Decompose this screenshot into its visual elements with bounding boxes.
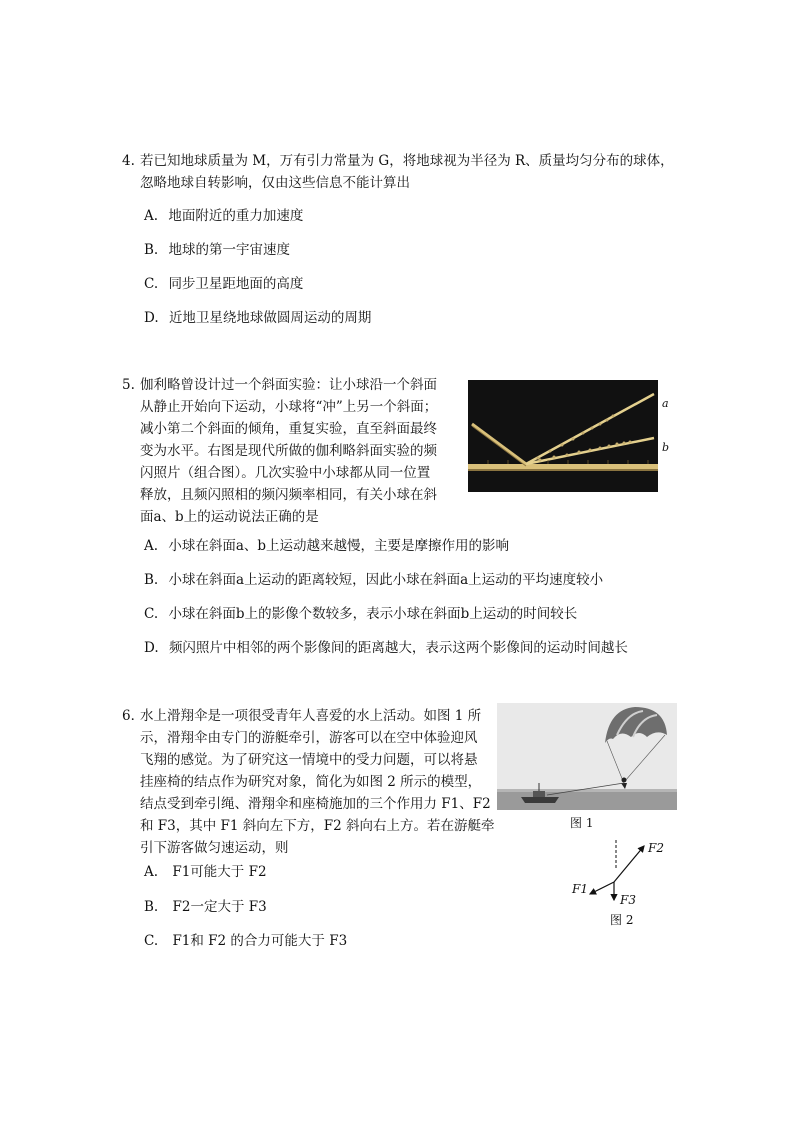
- q4-stem-line2: 忽略地球自转影响，仅由这些信息不能计算出: [140, 175, 410, 191]
- q6-stem-line: 引下游客做匀速运动，则: [140, 840, 289, 856]
- option-text: 地面附近的重力加速度: [168, 208, 304, 224]
- incline-b-label: b: [662, 441, 670, 454]
- q5-number: 5.: [122, 377, 135, 393]
- q6-option-a[interactable]: [144, 862, 267, 882]
- option-text: 小球在斜面b上的影像个数较多，表示小球在斜面b上运动的时间较长: [168, 606, 578, 622]
- q5-stem-line: 伽利略曾设计过一个斜面实验：让小球沿一个斜面: [140, 377, 437, 393]
- q6-stem-line: 水上滑翔伞是一项很受青年人喜爱的水上活动。如图 1 所: [140, 708, 482, 724]
- option-label: A.: [144, 538, 159, 554]
- q4-option-a[interactable]: [144, 206, 303, 226]
- q6-stem-line: 和 F3，其中 F1 斜向左下方，F2 斜向右上方。若在游艇牵: [140, 818, 495, 834]
- option-label: A.: [144, 864, 159, 880]
- q5-stem-line: 变为水平。右图是现代所做的伽利略斜面实验的频: [140, 443, 437, 459]
- parasail-photo: [497, 703, 677, 810]
- q6-option-c[interactable]: [144, 931, 347, 951]
- q6-stem-line: 结点受到牵引绳、滑翔伞和座椅施加的三个作用力 F1、F2: [140, 796, 491, 812]
- option-text: 近地卫星绕地球做圆周运动的周期: [168, 310, 372, 326]
- option-text: 小球在斜面a上运动的距离较短，因此小球在斜面a上运动的平均速度较小: [168, 572, 604, 588]
- f1-label: F1: [572, 882, 588, 896]
- option-label: B.: [144, 572, 159, 588]
- option-label: D.: [144, 310, 159, 326]
- option-label: C.: [144, 933, 159, 949]
- q4-stem-line1: 若已知地球质量为 M，万有引力常量为 G，将地球视为半径为 R、质量均匀分布的球体，: [140, 153, 674, 169]
- option-text: 频闪照片中相邻的两个影像间的距离越大，表示这两个影像间的运动时间越长: [168, 640, 628, 656]
- q4-option-c[interactable]: [144, 274, 303, 294]
- q6-stem-line: 挂座椅的结点作为研究对象，简化为如图 2 所示的模型，: [140, 774, 482, 790]
- q6-number: 6．: [122, 708, 145, 724]
- option-label: C.: [144, 606, 159, 622]
- figure-2-caption: 图 2: [610, 913, 634, 927]
- q6-stem-line: 飞翔的感觉。为了研究这一情境中的受力问题，可以将悬: [140, 752, 478, 768]
- q5-stem-line: 减小第二个斜面的倾角，重复实验，直至斜面最终: [140, 421, 437, 437]
- q5-stem-line: 释放，且频闪照相的频闪频率相同，有关小球在斜: [140, 487, 437, 503]
- q5-stem-line: 从静止开始向下运动，小球将“冲”上另一个斜面；: [140, 399, 438, 415]
- q6-stem-line: 示，滑翔伞由专门的游艇牵引，游客可以在空中体验迎风: [140, 730, 478, 746]
- q4-option-d[interactable]: [144, 308, 371, 328]
- q5-option-a[interactable]: [144, 536, 509, 556]
- galileo-incline-photo: [468, 380, 658, 492]
- q6-option-b[interactable]: [144, 897, 267, 917]
- option-text: F2一定大于 F3: [172, 899, 267, 915]
- option-label: C.: [144, 276, 159, 292]
- option-label: B.: [144, 242, 159, 258]
- parasail-photo-svg: [497, 703, 677, 810]
- option-text: F1可能大于 F2: [172, 864, 267, 880]
- option-text: F1和 F2 的合力可能大于 F3: [172, 933, 348, 949]
- q5-stem-line: 面a、b上的运动说法正确的是: [140, 509, 319, 525]
- option-text: 地球的第一宇宙速度: [168, 242, 291, 258]
- option-label: B.: [144, 899, 159, 915]
- option-text: 同步卫星距地面的高度: [168, 276, 304, 292]
- option-label: A.: [144, 208, 159, 224]
- q4-option-b[interactable]: [144, 240, 290, 260]
- figure-1-caption: 图 1: [570, 816, 594, 830]
- q5-option-c[interactable]: [144, 604, 577, 624]
- q5-stem-line: 闪照片（组合图）。几次实验中小球都从同一位置: [140, 465, 431, 481]
- q5-option-b[interactable]: [144, 570, 603, 590]
- f3-label: F3: [620, 893, 636, 907]
- f2-label: F2: [648, 841, 664, 855]
- q5-option-d[interactable]: [144, 638, 628, 658]
- q4-number: 4.: [122, 153, 135, 169]
- incline-a-label: a: [662, 397, 669, 410]
- incline-photo-svg: [468, 380, 658, 492]
- option-label: D.: [144, 640, 159, 656]
- option-text: 小球在斜面a、b上运动越来越慢，主要是摩擦作用的影响: [168, 538, 510, 554]
